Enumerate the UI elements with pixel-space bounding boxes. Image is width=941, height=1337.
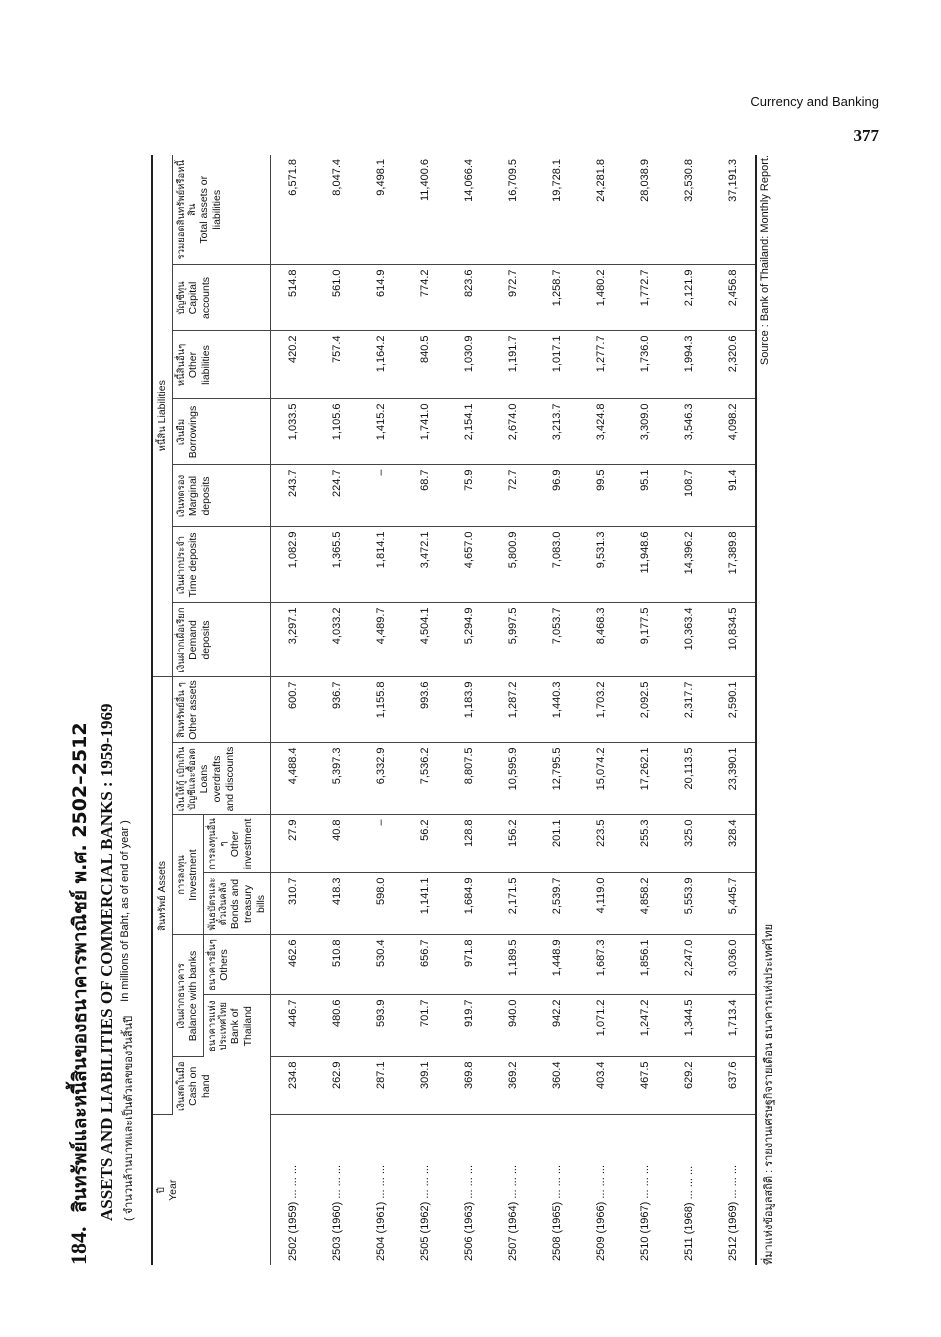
header-marginal-deposits: เงินทดรอง Marginal deposits [172,465,271,527]
year-cell: 2511 (1968) ... ... ... [683,1165,696,1261]
value-cell: 56.2 [403,815,447,873]
value-cell: 420.2 [271,331,316,399]
value-cell: 2,092.5 [623,677,667,743]
value-cell: 4,657.0 [447,527,491,603]
unit-thai: ( จำนวนล้านบาทและเป็นตัวเลขของวันสิ้นปี [123,1015,135,1221]
value-cell: 9,498.1 [359,155,403,265]
value-cell: 68.7 [403,465,447,527]
value-cell: 14,396.2 [667,527,711,603]
title-block [65,155,137,1265]
value-cell: 972.7 [491,265,535,331]
value-cell: 600.7 [271,677,316,743]
value-cell: 598.0 [359,873,403,935]
value-cell: 28,038.9 [623,155,667,265]
header-bonds: พันธบัตรและตั๋วเงินคลัง Bonds and treasury bills [203,873,271,935]
value-cell: 3,546.3 [667,399,711,465]
value-cell: 1,684.9 [447,873,491,935]
value-cell: 10,363.4 [667,603,711,677]
header-demand-deposits: เงินฝากเผื่อเรียก Demand deposits [172,603,271,677]
value-cell: 1,141.1 [403,873,447,935]
value-cell: 95.1 [623,465,667,527]
value-cell: 369.8 [447,1057,491,1115]
value-cell: 1,247.2 [623,995,667,1057]
table-body [271,155,757,1265]
value-cell: 3,309.0 [623,399,667,465]
value-cell: 11,400.6 [403,155,447,265]
value-cell: 9,177.5 [623,603,667,677]
value-cell: 2,539.7 [535,873,579,935]
value-cell: 37,191.3 [711,155,756,265]
value-cell: 2,456.8 [711,265,756,331]
value-cell: 1,415.2 [359,399,403,465]
value-cell: 9,531.3 [579,527,623,603]
value-cell: 23,390.1 [711,743,756,815]
value-cell: 20,113.5 [667,743,711,815]
value-cell: 10,834.5 [711,603,756,677]
value-cell: 91.4 [711,465,756,527]
value-cell: 4,488.4 [271,743,316,815]
value-cell: 403.4 [579,1057,623,1115]
value-cell: 3,036.0 [711,935,756,995]
value-cell: 7,083.0 [535,527,579,603]
value-cell: 823.6 [447,265,491,331]
title-thai: สินทรัพย์และหนี้สินของธนาคารพาณิชย์ พ.ศ. 2502–2512 [69,722,91,1213]
header-group-assets: สินทรัพย์ Assets [152,677,172,1115]
value-cell: 1,814.1 [359,527,403,603]
header-other-banks: ธนาคารอื่นๆ Others [203,935,271,995]
value-cell: 2,247.0 [667,935,711,995]
year-cell: 2508 (1965) ... ... ... [551,1165,564,1261]
value-cell: 1,856.1 [623,935,667,995]
table-row [711,155,756,1265]
header-year: ปี Year [152,1115,271,1265]
value-cell: 7,536.2 [403,743,447,815]
value-cell: 530.4 [359,935,403,995]
value-cell: 8,047.4 [315,155,359,265]
value-cell: 2,171.5 [491,873,535,935]
value-cell: 1,155.8 [359,677,403,743]
value-cell: 4,858.2 [623,873,667,935]
value-cell: 1,741.0 [403,399,447,465]
value-cell: 514.8 [271,265,316,331]
value-cell: 2,674.0 [491,399,535,465]
year-cell: 2502 (1959) ... ... ... [287,1165,300,1261]
value-cell: 10,595.9 [491,743,535,815]
value-cell: 1,344.5 [667,995,711,1057]
table-row [491,155,535,1265]
value-cell: 369.2 [491,1057,535,1115]
table-row [315,155,359,1265]
value-cell: 3,424.8 [579,399,623,465]
value-cell: 1,365.5 [315,527,359,603]
year-cell: 2507 (1964) ... ... ... [507,1165,520,1261]
value-cell: 99.5 [579,465,623,527]
table-row [579,155,623,1265]
rotated-table-block [65,155,785,1265]
value-cell: 14,066.4 [447,155,491,265]
value-cell: 201.1 [535,815,579,873]
header-other-assets: สินทรัพย์อื่น ๆ Other assets [172,677,271,743]
value-cell: 1,772.7 [623,265,667,331]
value-cell: 1,994.3 [667,331,711,399]
table-row [447,155,491,1265]
table-row [403,155,447,1265]
year-cell: 2512 (1969) ... ... ... [711,1115,756,1265]
value-cell: 561.0 [315,265,359,331]
value-cell: 1,030.9 [447,331,491,399]
value-cell: 6,332.9 [359,743,403,815]
value-cell: 418.3 [315,873,359,935]
year-cell: 2504 (1961) ... ... ... [375,1165,388,1261]
year-cell: 2510 (1967) ... ... ... [639,1165,652,1261]
value-cell: 8,807.5 [447,743,491,815]
year-cell: 2506 (1963) ... ... ... [463,1165,476,1261]
header-total: รวมยอดสินทรัพย์หรือหนี้สิน Total assets or liabilities [172,155,271,265]
value-cell: 224.7 [315,465,359,527]
year-cell: 2503 (1960) ... ... ... [331,1165,344,1261]
value-cell: – [359,815,403,873]
value-cell: 24,281.8 [579,155,623,265]
unit-line [119,155,137,1221]
value-cell: 40.8 [315,815,359,873]
value-cell: 614.9 [359,265,403,331]
value-cell: 840.5 [403,331,447,399]
value-cell: 310.7 [271,873,316,935]
value-cell: 1,703.2 [579,677,623,743]
value-cell: 17,389.8 [711,527,756,603]
value-cell: 637.6 [711,1057,756,1115]
value-cell: 325.0 [667,815,711,873]
table-row [667,155,711,1265]
value-cell: 971.8 [447,935,491,995]
value-cell: 4,098.2 [711,399,756,465]
value-cell: 223.5 [579,815,623,873]
value-cell: 328.4 [711,815,756,873]
value-cell: 5,997.5 [491,603,535,677]
value-cell: 1,713.4 [711,995,756,1057]
value-cell: 593.9 [359,995,403,1057]
value-cell: 462.6 [271,935,316,995]
value-cell: 5,397.3 [315,743,359,815]
value-cell: 1,736.0 [623,331,667,399]
value-cell: 774.2 [403,265,447,331]
header-bank-of-thailand: ธนาคารแห่งประเทศไทย Bank of Thailand [203,995,271,1057]
value-cell: 1,071.2 [579,995,623,1057]
value-cell: 1,164.2 [359,331,403,399]
value-cell: 446.7 [271,995,316,1057]
value-cell: 1,082.9 [271,527,316,603]
value-cell: 1,687.3 [579,935,623,995]
value-cell: 255.3 [623,815,667,873]
header-group-investment: การลงทุน Investment [172,815,203,935]
source-thai: ที่มาแห่งข้อมูลสถิติ : รายงานเศรษฐกิจรายเดือน ธนาคารแห่งประเทศไทย [763,923,775,1265]
value-cell: 3,213.7 [535,399,579,465]
value-cell: 1,189.5 [491,935,535,995]
value-cell: 11,948.6 [623,527,667,603]
header-time-deposits: เงินฝากประจำ Time deposits [172,527,271,603]
value-cell: 1,448.9 [535,935,579,995]
value-cell: 5,553.9 [667,873,711,935]
value-cell: 32,530.8 [667,155,711,265]
value-cell: 4,033.2 [315,603,359,677]
value-cell: 936.7 [315,677,359,743]
header-loans: เงินให้กู้ เบิกเกินบัญชีและซื้อลด Loans overdrafts and discounts [172,743,271,815]
value-cell: 4,504.1 [403,603,447,677]
header-group-balance-with-banks: เงินฝากธนาคาร Balance with banks [172,935,203,1057]
header-other-liabilities: หนี้สินอื่นๆ Other liabilities [172,331,271,399]
value-cell: 467.5 [623,1057,667,1115]
value-cell: 1,105.6 [315,399,359,465]
value-cell: 1,183.9 [447,677,491,743]
table-row [623,155,667,1265]
value-cell: 4,489.7 [359,603,403,677]
value-cell: 701.7 [403,995,447,1057]
value-cell: 919.7 [447,995,491,1057]
value-cell: 309.1 [403,1057,447,1115]
value-cell: 156.2 [491,815,535,873]
value-cell: 234.8 [271,1057,316,1115]
value-cell: 1,258.7 [535,265,579,331]
value-cell: 5,800.9 [491,527,535,603]
table-number: 184. [66,1226,91,1265]
value-cell: 629.2 [667,1057,711,1115]
year-cell: 2509 (1966) ... ... ... [595,1165,608,1261]
value-cell: 1,033.5 [271,399,316,465]
table-row [535,155,579,1265]
value-cell: 940.0 [491,995,535,1057]
value-cell: 480.6 [315,995,359,1057]
value-cell: 1,017.1 [535,331,579,399]
value-cell: 2,121.9 [667,265,711,331]
value-cell: 757.4 [315,331,359,399]
year-cell: 2505 (1962) ... ... ... [419,1165,432,1261]
table-row [271,155,316,1265]
header-borrowings: เงินยืม Borrowings [172,399,271,465]
header-other-investment: การลงทุนอื่น ๆ Other investment [203,815,271,873]
title-english: ASSETS AND LIABILITIES OF COMMERCIAL BANKS : 1959-1969 [97,703,116,1221]
value-cell: 12,795.5 [535,743,579,815]
value-cell: 262.9 [315,1057,359,1115]
value-cell: 75.9 [447,465,491,527]
value-cell: 128.8 [447,815,491,873]
value-cell: 3,472.1 [403,527,447,603]
header-capital-accounts: บัญชีทุน Capital accounts [172,265,271,331]
title-thai-line [65,155,95,1265]
value-cell: 7,053.7 [535,603,579,677]
running-head: Currency and Banking [750,94,879,109]
value-cell: 2,317.7 [667,677,711,743]
table-row [359,155,403,1265]
value-cell: 3,297.1 [271,603,316,677]
value-cell: 1,480.2 [579,265,623,331]
value-cell: 993.6 [403,677,447,743]
value-cell: 6,571.8 [271,155,316,265]
source-english: Source : Bank of Thailand: Monthly Report. [759,155,771,366]
value-cell: 2,320.6 [711,331,756,399]
value-cell: 656.7 [403,935,447,995]
unit-english: In millions of Baht, as of end of year ) [119,820,131,1002]
value-cell: 19,728.1 [535,155,579,265]
value-cell: 243.7 [271,465,316,527]
value-cell: 17,262.1 [623,743,667,815]
header-group-liabilities: หนี้สิน Liabilities [152,155,172,677]
value-cell: 1,277.7 [579,331,623,399]
value-cell: 72.7 [491,465,535,527]
value-cell: 5,294.9 [447,603,491,677]
value-cell: 96.9 [535,465,579,527]
value-cell: 942.2 [535,995,579,1057]
value-cell: 15,074.2 [579,743,623,815]
value-cell: 287.1 [359,1057,403,1115]
value-cell: 1,440.3 [535,677,579,743]
value-cell: 2,154.1 [447,399,491,465]
value-cell: 27.9 [271,815,316,873]
value-cell: 16,709.5 [491,155,535,265]
value-cell: 1,191.7 [491,331,535,399]
header-cash-on-hand: เงินสดในมือ Cash on hand [172,1057,271,1115]
value-cell: 8,468.3 [579,603,623,677]
value-cell: 2,590.1 [711,677,756,743]
value-cell: 360.4 [535,1057,579,1115]
page-number: 377 [853,126,879,145]
source-line [759,155,777,1265]
value-cell: 1,287.2 [491,677,535,743]
value-cell: 4,119.0 [579,873,623,935]
assets-liabilities-table [151,155,757,1265]
value-cell: 108.7 [667,465,711,527]
value-cell: 510.8 [315,935,359,995]
value-cell: 5,445.7 [711,873,756,935]
value-cell: – [359,465,403,527]
